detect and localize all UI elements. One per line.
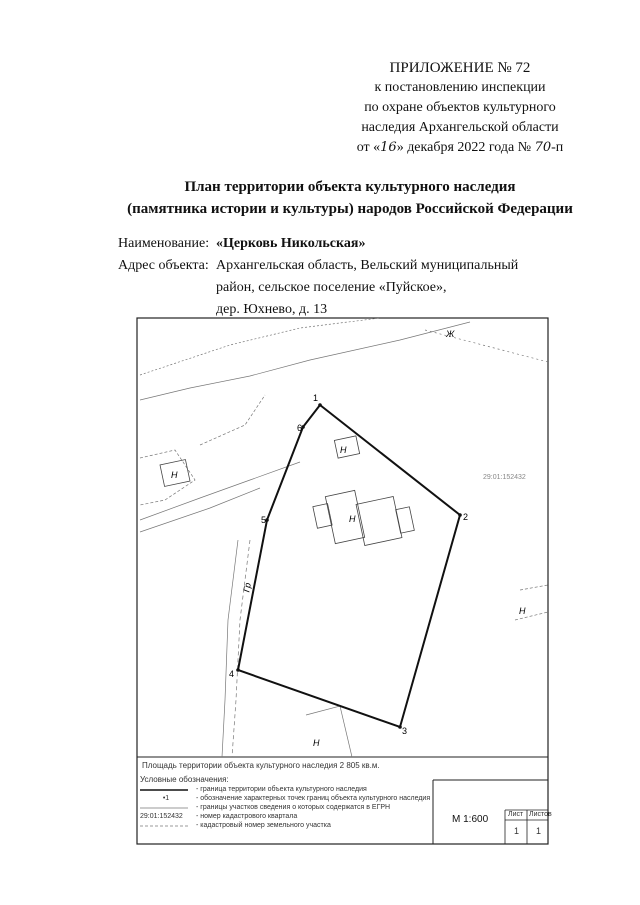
appendix-heading: ПРИЛОЖЕНИЕ № 72 [389,60,531,76]
parcel-lines [140,318,548,757]
building-mark-north: Н [340,445,347,455]
legend-title: Условные обозначения: [140,775,229,784]
sheets-total: 1 [536,826,542,836]
point-label-5: 5 [261,515,267,525]
point-label-1: 1 [313,393,319,403]
legend-text-3: - номер кадастрового квартала [196,813,298,820]
building-mark-church: Н [349,514,356,524]
scale-label: М 1:600 [452,814,489,825]
legend-text-1: - обозначение характерных точек границ объекта культурного наследия [196,795,431,802]
decree-number: 70 [534,140,552,155]
point-label-3: 3 [402,726,408,736]
cadastral-block-label: 29:01:152432 [483,474,526,481]
point-label-2: 2 [463,512,469,522]
point-label-4: 4 [229,669,235,679]
address-line-1: Архангельская область, Вельский муниципальный [216,258,519,273]
date-middle: » декабря 2022 года № [396,140,532,155]
building-mark-west: Н [171,470,178,480]
address-label: Адрес объекта: [118,258,209,273]
legend-symbol-text-4 [140,822,192,832]
decree-suffix: -п [551,140,564,155]
sheet-label: Лист [508,811,524,818]
area-note: Площадь территории объекта культурного наследия 2 805 кв.м. [142,761,380,770]
point-label-6: 6 [297,423,303,433]
legend-symbol-text-1: •1 [162,795,170,802]
legend-text-0: - граница территории объекта культурного наследия [196,786,367,793]
date-prefix: от « [356,140,381,155]
legend-symbol-text-3: 29:01:152432 [140,813,183,820]
legend-text-2: - границы участков сведения о которых содержатся в ЕГРН [196,804,391,811]
legend-text-4: - кадастровый номер земельного участка [196,822,331,829]
address-line-2: район, сельское поселение «Пуйское», [216,280,447,295]
object-boundary [238,405,460,727]
appendix-line-1: к постановлению инспекции [374,80,546,95]
border-mark: Гр [241,581,253,593]
name-value: «Церковь Никольская» [216,236,366,251]
building-mark-east: Н [519,606,526,616]
date-day: 16 [380,140,397,155]
legend-row-cadastral-number [140,822,440,832]
buildings [160,436,414,546]
address-line-3: дер. Юхнево, д. 13 [216,302,328,317]
appendix-line-3: наследия Архангельской области [361,120,559,135]
sheets-label: Листов [529,811,552,818]
title-line-1: План территории объекта культурного наследия [184,179,516,195]
boundary-points [236,403,462,729]
corner-mark: Ж [446,329,455,339]
building-mark-south: Н [313,738,320,748]
sheet-number: 1 [514,826,520,836]
name-label: Наименование: [118,236,210,251]
appendix-line-2: по охране объектов культурного [364,100,556,115]
title-line-2: (памятника истории и культуры) народов Российской Федерации [127,201,573,217]
